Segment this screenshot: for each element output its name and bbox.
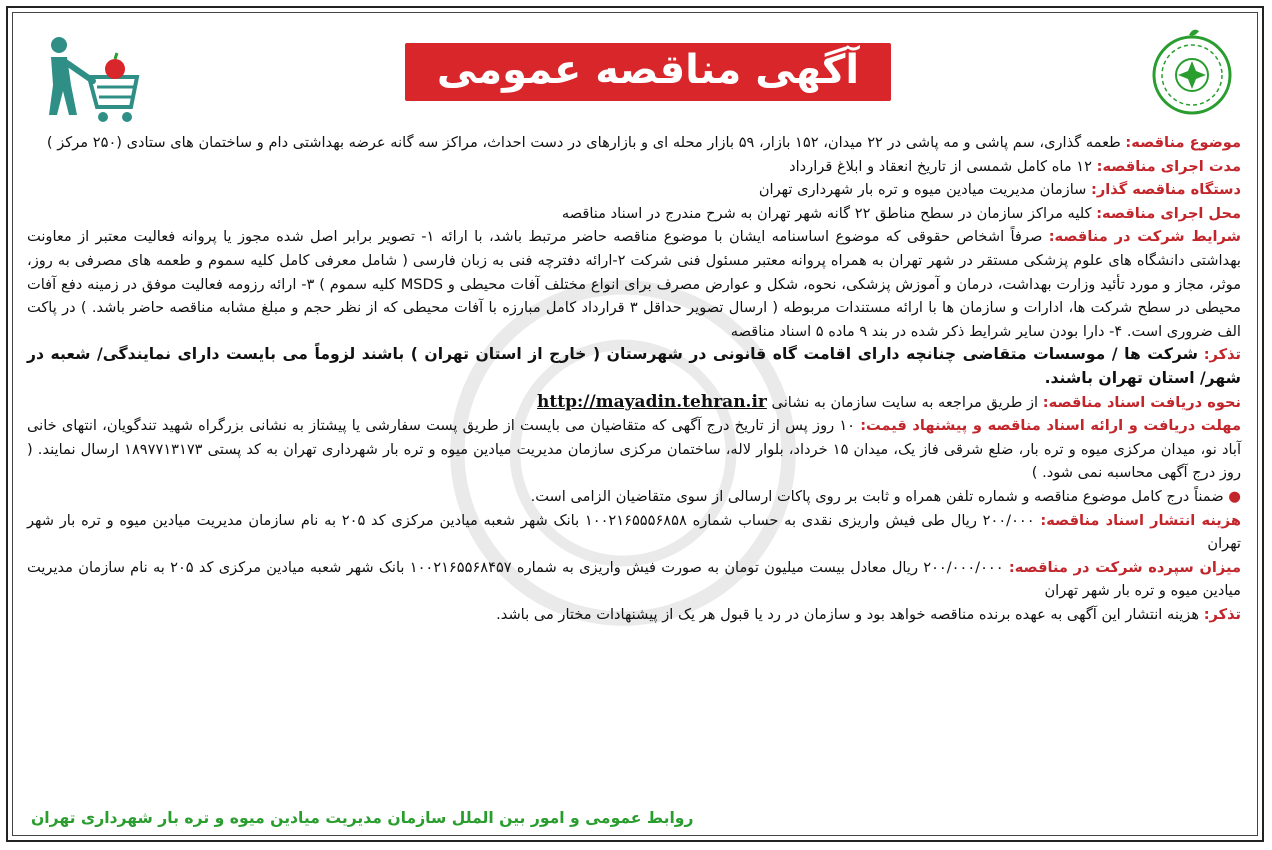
value: ۲۰۰/۰۰۰ ریال طی فیش واریزی نقدی به حساب شماره ۱۰۰۲۱۶۵۵۵۶۸۵۸ بانک شهر شعبه میادین مرکزی کد ۲۰۵ به نام سازمان مدیریت میادین میوه و تره بار شهر تهران (27, 511, 1241, 553)
item-deposit (27, 556, 1241, 603)
value: ۲۰۰/۰۰۰/۰۰۰ ریال معادل بیست میلیون تومان به صورت فیش واریزی به شماره ۱۰۰۲۱۶۵۵۶۸۴۵۷ بانک شهر شعبه میادین مرکزی کد ۲۰۵ به نام سازمان مدیریت میادین میوه و تره بار شهر تهران (27, 558, 1241, 600)
footer-signature: روابط عمومی و امور بین الملل سازمان مدیریت میادین میوه و تره بار شهرداری تهران (31, 809, 694, 827)
value: ۱۰ روز پس از تاریخ درج آگهی که متقاضیان می بایست از طریق پست سفارشی یا پیشتاز به نشانی بزرگراه شهید تندگویان، انتهای خانی آباد نو، میدان مرکزی میوه و تره بار، ضلع شرقی فاز یک، میدان ۱۵ خرداد، بلوار لاله، ساختمان مرکزی سازمان مدیریت میادین میوه و تره بار شهرداری تهران به کد پستی ۱۸۹۷۷۱۳۱۷۳ ارسال نمایند. ( روز درج آگهی محاسبه نمی شود. ) (27, 417, 1242, 482)
label: مدت اجرای مناقصه: (1096, 157, 1241, 175)
item-duration (27, 155, 1241, 179)
item-document-fee (27, 509, 1241, 556)
notice-body (27, 131, 1241, 626)
label: تذکر: (1203, 346, 1241, 364)
item-subject (27, 131, 1241, 155)
title-banner (405, 43, 891, 101)
value: شرکت ها / موسسات متقاضی چنانچه دارای اقامت گاه قانونی در شهرستان ( خارج از استان تهران ) باشند لزوماً می بایست دارای نمایندگی/ شعبه در شهر/ استان تهران باشند. (27, 345, 1241, 387)
label: محل اجرای مناقصه: (1096, 204, 1241, 222)
value: صرفاً اشخاص حقوقی که موضوع اساسنامه ایشان با موضوع مناقصه حاضر مرتبط باشد، با ارائه ۱- تصویر برابر اصل شده مجوز یا پروانه فعالیت معتبر از معاونت بهداشتی دانشگاه های علوم پزشکی مستقر در شهر تهران به همراه پروانه معتبر مسئول فنی شرکت ۲-ارائه دفترچه فنی به زبان فارسی ( شامل معرفی کامل کلیه سموم و طعمه های مصرفی به روز، موثر، مجاز و مورد تأئید وزارت بهداشت، درمان و آموزش پزشکی، نحوه، شکل و عوارض مصرف برای انواع مختلف آفات محیطی و MSDS کلیه سموم ) ۳- ارائه رزومه فعالیت موفق در زمینه دفع آفات محیطی در سطح شرکت ها، ادارات و سازمان ها با ارائه مستندات مربوطه ( ارسال تصویر حداقل ۳ قرارداد کامل مبارزه با آفات محیطی که از نظر حجم و مبلغ مشابه مناقصه حاضر باشد. ) در پاکت الف ضروری است. ۴- دارا بودن سایر شرایط ذکر شده در بند ۹ ماده ۵ اسناد مناقصه (27, 228, 1242, 340)
value: ضمناً درج کامل موضوع مناقصه و شماره تلفن همراه و ثابت بر روی پاکات ارسالی از سوی متقاضیان الزامی است. (530, 487, 1224, 505)
item-envelope-note (27, 485, 1241, 509)
value: از طریق مراجعه به سایت سازمان به نشانی (771, 393, 1039, 411)
header (13, 13, 1257, 125)
item-note-branch (27, 343, 1241, 390)
item-organizer (27, 178, 1241, 202)
value: هزینه انتشار این آگهی به عهده برنده مناقصه خواهد بود و سازمان در رد یا قبول هر یک از پیشنهادات مختار می باشد. (496, 605, 1200, 623)
item-note-cost (27, 603, 1241, 627)
item-location (27, 202, 1241, 226)
notice-inner-border (12, 12, 1258, 836)
value: سازمان مدیریت میادین میوه و تره بار شهرداری تهران (758, 181, 1087, 199)
label: هزینه انتشار اسناد مناقصه: (1040, 511, 1241, 529)
label: تذکر: (1203, 605, 1241, 623)
label: نحوه دریافت اسناد مناقصه: (1042, 393, 1241, 411)
item-documents (27, 391, 1241, 415)
website-link[interactable]: http://mayadin.tehran.ir (537, 391, 767, 412)
bullet-icon: ● (1228, 487, 1241, 505)
shopping-cart-icon (37, 33, 145, 125)
label: دستگاه مناقصه گذار: (1091, 181, 1241, 199)
label: مهلت دریافت و ارائه اسناد مناقصه و پیشنهاد قیمت: (860, 417, 1241, 435)
item-deadline (27, 414, 1241, 485)
page-title: آگهی مناقصه عمومی (436, 47, 860, 93)
value: ۱۲ ماه کامل شمسی از تاریخ انعقاد و ابلاغ قرارداد (789, 157, 1092, 175)
item-conditions (27, 225, 1241, 343)
label: میزان سپرده شرکت در مناقصه: (1008, 558, 1241, 576)
value: کلیه مراکز سازمان در سطح مناطق ۲۲ گانه شهر تهران به شرح مندرج در اسناد مناقصه (561, 204, 1092, 222)
value: طعمه گذاری، سم پاشی و مه پاشی در ۲۲ میدان، ۱۵۲ بازار، ۵۹ بازار محله ای و بازارهای در دست احداث، مراکز سه گانه عرضه بهداشتی دام و ساختمان های ستادی (۲۵۰ مرکز ) (46, 134, 1121, 151)
municipality-logo-icon (1149, 27, 1235, 117)
label: شرایط شرکت در مناقصه: (1048, 228, 1241, 246)
label: موضوع مناقصه: (1125, 134, 1241, 151)
notice-frame (6, 6, 1264, 842)
